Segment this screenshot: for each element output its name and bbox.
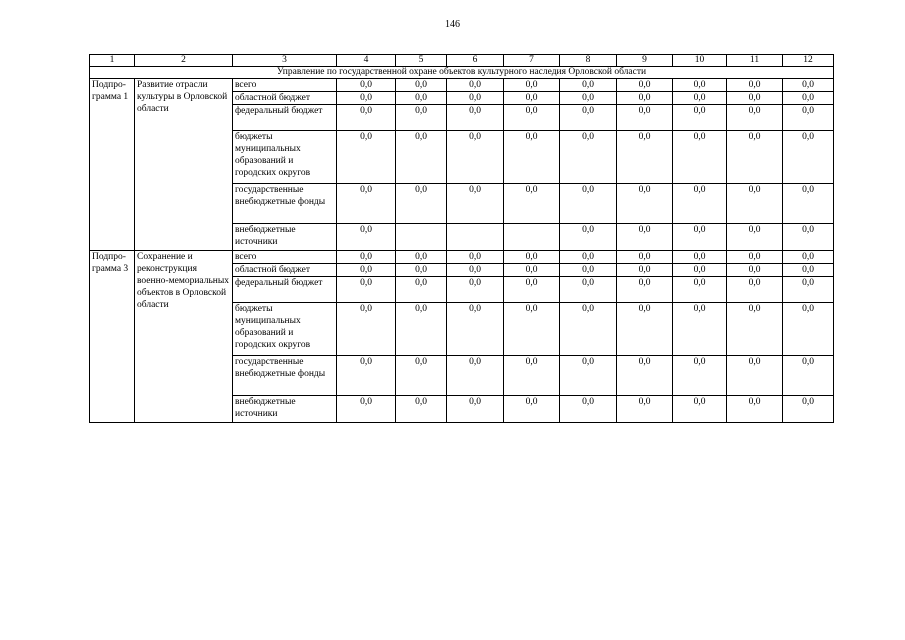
column-number: 9 — [617, 55, 673, 67]
amount-cell: 0,0 — [673, 264, 727, 277]
amount-cell: 0,0 — [337, 224, 396, 251]
table-row — [90, 79, 834, 92]
amount-cell: 0,0 — [396, 105, 447, 131]
subprogram-name: Развитие отрасли культуры в Орловской области — [135, 79, 233, 251]
amount-cell: 0,0 — [396, 356, 447, 396]
amount-cell: 0,0 — [727, 251, 783, 264]
column-number: 12 — [783, 55, 834, 67]
amount-cell: 0,0 — [673, 356, 727, 396]
amount-cell: 0,0 — [337, 105, 396, 131]
amount-cell: 0,0 — [504, 105, 560, 131]
amount-cell: 0,0 — [396, 303, 447, 356]
amount-cell: 0,0 — [783, 277, 834, 303]
column-number: 7 — [504, 55, 560, 67]
funding-source: всего — [233, 79, 337, 92]
amount-cell: 0,0 — [504, 184, 560, 224]
amount-cell — [396, 224, 447, 251]
amount-cell: 0,0 — [504, 396, 560, 423]
amount-cell: 0,0 — [447, 277, 504, 303]
amount-cell: 0,0 — [447, 396, 504, 423]
table-body — [90, 55, 834, 423]
amount-cell: 0,0 — [617, 251, 673, 264]
agency-title: Управление по государственной охране объектов культурного наследия Орловской области — [90, 67, 834, 79]
column-number: 3 — [233, 55, 337, 67]
amount-cell: 0,0 — [727, 264, 783, 277]
amount-cell: 0,0 — [504, 356, 560, 396]
subprogram-name: Сохранение и реконструкция военно-мемориальных объектов в Орловской области — [135, 251, 233, 423]
amount-cell: 0,0 — [396, 396, 447, 423]
amount-cell: 0,0 — [560, 224, 617, 251]
amount-cell: 0,0 — [560, 105, 617, 131]
amount-cell: 0,0 — [727, 105, 783, 131]
funding-source: областной бюджет — [233, 264, 337, 277]
funding-source: федеральный бюджет — [233, 105, 337, 131]
funding-source: областной бюджет — [233, 92, 337, 105]
amount-cell: 0,0 — [337, 131, 396, 184]
agency-row — [90, 67, 834, 79]
amount-cell: 0,0 — [504, 131, 560, 184]
amount-cell: 0,0 — [504, 264, 560, 277]
funding-source: всего — [233, 251, 337, 264]
amount-cell: 0,0 — [783, 105, 834, 131]
amount-cell: 0,0 — [673, 251, 727, 264]
amount-cell: 0,0 — [396, 184, 447, 224]
amount-cell — [447, 224, 504, 251]
amount-cell: 0,0 — [447, 303, 504, 356]
column-number: 1 — [90, 55, 135, 67]
amount-cell: 0,0 — [560, 92, 617, 105]
amount-cell: 0,0 — [337, 303, 396, 356]
subprogram-code: Подпро-грамма 1 — [90, 79, 135, 251]
amount-cell: 0,0 — [396, 79, 447, 92]
funding-source: бюджеты муниципальных образований и городских округов — [233, 303, 337, 356]
funding-source: внебюджетные источники — [233, 396, 337, 423]
amount-cell: 0,0 — [396, 264, 447, 277]
amount-cell: 0,0 — [783, 251, 834, 264]
column-number: 11 — [727, 55, 783, 67]
amount-cell: 0,0 — [560, 251, 617, 264]
amount-cell: 0,0 — [337, 396, 396, 423]
amount-cell: 0,0 — [337, 356, 396, 396]
amount-cell: 0,0 — [560, 277, 617, 303]
column-number: 4 — [337, 55, 396, 67]
column-number: 5 — [396, 55, 447, 67]
amount-cell: 0,0 — [504, 79, 560, 92]
amount-cell: 0,0 — [504, 303, 560, 356]
amount-cell: 0,0 — [396, 92, 447, 105]
table-row — [90, 251, 834, 264]
amount-cell: 0,0 — [504, 277, 560, 303]
amount-cell: 0,0 — [560, 184, 617, 224]
amount-cell: 0,0 — [337, 264, 396, 277]
column-number: 8 — [560, 55, 617, 67]
amount-cell: 0,0 — [783, 224, 834, 251]
amount-cell: 0,0 — [617, 184, 673, 224]
amount-cell: 0,0 — [447, 251, 504, 264]
amount-cell: 0,0 — [504, 251, 560, 264]
amount-cell: 0,0 — [783, 264, 834, 277]
column-number: 10 — [673, 55, 727, 67]
amount-cell: 0,0 — [617, 224, 673, 251]
amount-cell: 0,0 — [727, 356, 783, 396]
amount-cell: 0,0 — [617, 131, 673, 184]
amount-cell: 0,0 — [673, 105, 727, 131]
amount-cell: 0,0 — [727, 131, 783, 184]
amount-cell: 0,0 — [727, 396, 783, 423]
funding-source: государственные внебюджетные фонды — [233, 356, 337, 396]
amount-cell: 0,0 — [396, 131, 447, 184]
amount-cell: 0,0 — [673, 131, 727, 184]
budget-table — [89, 54, 834, 423]
amount-cell: 0,0 — [783, 184, 834, 224]
column-number: 2 — [135, 55, 233, 67]
amount-cell: 0,0 — [727, 224, 783, 251]
amount-cell: 0,0 — [783, 356, 834, 396]
amount-cell: 0,0 — [727, 277, 783, 303]
amount-cell: 0,0 — [560, 396, 617, 423]
column-number-row — [90, 55, 834, 67]
amount-cell: 0,0 — [337, 277, 396, 303]
amount-cell: 0,0 — [783, 396, 834, 423]
amount-cell: 0,0 — [727, 184, 783, 224]
amount-cell: 0,0 — [617, 79, 673, 92]
amount-cell: 0,0 — [396, 277, 447, 303]
amount-cell: 0,0 — [560, 79, 617, 92]
amount-cell: 0,0 — [617, 105, 673, 131]
amount-cell: 0,0 — [673, 277, 727, 303]
amount-cell: 0,0 — [560, 131, 617, 184]
amount-cell: 0,0 — [783, 303, 834, 356]
amount-cell: 0,0 — [337, 92, 396, 105]
amount-cell: 0,0 — [504, 92, 560, 105]
amount-cell: 0,0 — [673, 303, 727, 356]
amount-cell: 0,0 — [617, 264, 673, 277]
amount-cell: 0,0 — [673, 92, 727, 105]
amount-cell: 0,0 — [447, 92, 504, 105]
amount-cell: 0,0 — [447, 264, 504, 277]
amount-cell: 0,0 — [783, 92, 834, 105]
amount-cell: 0,0 — [396, 251, 447, 264]
amount-cell: 0,0 — [617, 92, 673, 105]
amount-cell: 0,0 — [673, 224, 727, 251]
funding-source: бюджеты муниципальных образований и городских округов — [233, 131, 337, 184]
amount-cell: 0,0 — [617, 303, 673, 356]
amount-cell: 0,0 — [673, 79, 727, 92]
funding-source: государственные внебюджетные фонды — [233, 184, 337, 224]
amount-cell: 0,0 — [560, 264, 617, 277]
amount-cell: 0,0 — [617, 356, 673, 396]
funding-source: федеральный бюджет — [233, 277, 337, 303]
amount-cell: 0,0 — [337, 184, 396, 224]
amount-cell: 0,0 — [673, 184, 727, 224]
page-number: 146 — [445, 19, 460, 30]
amount-cell: 0,0 — [673, 396, 727, 423]
amount-cell: 0,0 — [727, 79, 783, 92]
amount-cell: 0,0 — [783, 131, 834, 184]
amount-cell: 0,0 — [447, 79, 504, 92]
column-number: 6 — [447, 55, 504, 67]
amount-cell: 0,0 — [337, 79, 396, 92]
amount-cell — [504, 224, 560, 251]
amount-cell: 0,0 — [560, 356, 617, 396]
amount-cell: 0,0 — [617, 396, 673, 423]
subprogram-code: Подпро-грамма 3 — [90, 251, 135, 423]
amount-cell: 0,0 — [337, 251, 396, 264]
amount-cell: 0,0 — [447, 131, 504, 184]
amount-cell: 0,0 — [447, 356, 504, 396]
funding-source: внебюджетные источники — [233, 224, 337, 251]
amount-cell: 0,0 — [617, 277, 673, 303]
amount-cell: 0,0 — [560, 303, 617, 356]
amount-cell: 0,0 — [447, 105, 504, 131]
amount-cell: 0,0 — [447, 184, 504, 224]
amount-cell: 0,0 — [783, 79, 834, 92]
amount-cell: 0,0 — [727, 92, 783, 105]
amount-cell: 0,0 — [727, 303, 783, 356]
